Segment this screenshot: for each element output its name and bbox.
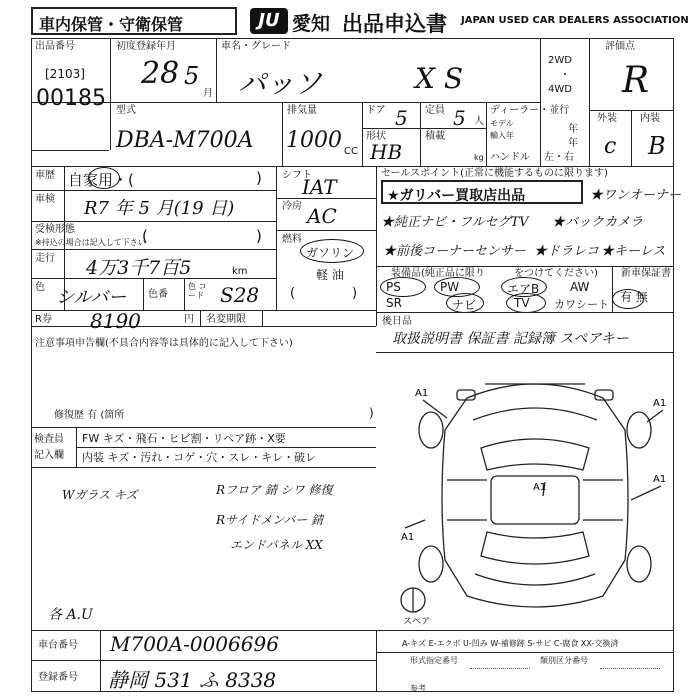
first-registration-label: 初度登録年月 [116,41,176,52]
yen-unit: 円 [184,314,194,325]
org-name: 愛知 [292,13,331,35]
repair-history: 修復歴 有 (箇所 [54,410,125,421]
capacity-label: 定員 [425,105,445,116]
displacement: 1000 [286,128,342,153]
fuel-diesel: 軽 油 [316,268,344,282]
car-grade: X S [415,62,464,95]
equipment-label: 装備品(純正品に限り [391,268,485,279]
recycle-ticket-value: 8190 [90,309,141,333]
inspector-note-5: 各 A.U [48,607,93,623]
capacity: 5 [453,106,466,130]
history-close: ) [256,169,262,187]
dealer-label: ディーラー・並行 [490,105,570,116]
footer-field-3: 参考 [410,684,426,693]
sales-item-4: ★前後コーナーセンサー [383,244,526,259]
load-label: 積載 [425,131,445,142]
fuel-gasoline: ガソリン [306,246,355,260]
car-damage-diagram [395,360,674,630]
damage-mark-4: A1 [653,474,667,485]
damage-mark-5: A1 [533,482,547,493]
registration-number-label: 登録番号 [38,672,78,683]
inspector-note-1: Wガラス キズ [62,488,138,502]
color-number-label: 色番 [148,289,168,300]
car-name: パッソ [238,67,323,100]
equip-check-navi [446,293,484,313]
inspector-note-4: エンドパネル XX [230,538,323,552]
model-label: 型式 [116,105,136,116]
month-unit: 月 [203,88,213,99]
chassis-label: 車台番号 [38,640,78,651]
new-car-warranty-label: 新車保証書 [621,268,671,279]
gulliver-label: ★ガリバー買取店出品 [387,188,526,204]
inspection-form-note: ※持込の場合は記入して下さい [35,238,146,247]
footer-field-1: 形式指定番号 [410,656,458,665]
inspector-row-1: FW キズ・飛石・ヒビ割・リペア跡・X要 [82,432,286,445]
recycle-ticket-label: R券 [35,314,52,325]
shift-label: シフト [282,170,312,181]
kg-unit: kg [474,153,484,162]
handle-options: 左・右 [544,152,574,163]
equip-sr: SR [386,296,402,310]
spare-label: スペア [403,617,431,627]
warranty-check [612,289,644,309]
mileage-value: 4万3千7百5 [86,257,192,279]
model-code: DBA-M700A [116,128,254,153]
doors: 5 [395,106,408,130]
equip-check-tv [506,293,546,313]
equip-aw: AW [570,280,590,294]
color-code-label: 色 コード [188,282,207,300]
import-year-label: 輸入年 [490,131,514,140]
sales-item-3: ★バックカメラ [552,215,644,230]
color-label: 色 [35,282,45,293]
color-code: S28 [220,283,260,307]
sales-item-2: ★純正ナビ・フルセグTV [381,215,529,230]
inspector-row-2: 内装 キズ・汚れ・コゲ・穴・スレ・キレ・破レ [82,451,317,464]
drive-4wd: 4WD [548,84,572,95]
interior-label: 内装 [640,113,660,124]
sheet-title: 出品申込書 [342,12,447,36]
person-unit: 人 [474,116,484,127]
evaluation-score: R [622,60,650,101]
sales-item-1: ★ワンオーナー [590,188,682,203]
aircon-label: 冷房 [282,201,302,212]
name-change-label: 名変期限 [206,314,246,325]
body-shape: HB [370,140,403,164]
body-label: 形状 [366,131,386,142]
modelyear-label: モデル [490,119,514,128]
listing-number-label: 出品番号 [35,41,75,52]
listing-number: 00185 [36,86,106,111]
mileage-unit: km [232,266,248,277]
damage-mark-2: A1 [653,398,667,409]
sales-item-6: ★キーレス [601,244,666,259]
damage-mark-1: A1 [415,388,429,399]
exterior-score: c [604,134,617,159]
inspection-form-label: 受検形態 [35,224,75,235]
damage-legend: A-キズ E-エクボ U-凹み W-補修跡 S-サビ C-腐食 XX-交換済 [402,639,619,648]
damage-mark-3: A1 [401,532,415,543]
registration-year: 28 [141,56,180,91]
equip-pw: PW [440,280,460,294]
drive-separator: ・ [560,70,570,81]
fuel-label: 燃料 [282,234,302,245]
association-name: JAPAN USED CAR DEALERS ASSOCIATION [461,15,689,26]
footer-field-2: 類別区分番号 [540,656,588,665]
registration-month: 5 [184,62,200,90]
storage-box [31,7,237,35]
sales-point-label: セールスポイント(正常に機能するものに限ります) [381,168,608,179]
exterior-label: 外装 [597,113,617,124]
shift-value: IAT [302,175,337,199]
year-unit-2: 年 [568,138,578,149]
equip-check-ps [380,277,426,297]
equip-navi: ナビ [452,298,477,312]
inspector-note-3: Rサイドメンバー 錆 [216,513,324,527]
storage-label: 車内保管・守衛保管 [39,15,184,34]
gulliver-box [381,180,583,204]
handle-label: ハンドル [490,152,530,163]
color-value: シルバー [56,287,127,308]
inspector-note-2: Rフロア 錆 シワ 修復 [216,483,333,497]
auction-sheet: 車内保管・守衛保管 JU 愛知 出品申込書 JAPAN USED CAR DEALERS ASSOCIATION 出品番号 [2103] 00185 初度登録年月 28 5 月 車名・グレード パッソ X S 2WD ・ 4WD 評価点 R 外装 内装 c B 型式 DBA-M700A 排気量 1000 CC ドア 5 定員 5 人 形状 HB 積載 kg ディーラー・並行 モデル 年 輸入年 年 ハンドル 左・右 車歴 自家用・( ) 車検 R7 年 5 月(19 日) 受検形態 ※持込の場合は記入して下さい ( ) 走行 4万3千7百5 km 色 シルバー 色番 色 コード S28 シフト IAT 冷房 AC 燃料 ガソリン 軽 油 ( ) R券 8190 円 名変期限 注意事項申告欄(不具合内容等は具体的に記入して下さい) 修復歴 有 (箇所 ) セールスポイント(正常に機能するものに限ります) ★ガリバー買取店出品 ★ワンオーナー ★純正ナビ・フルセグTV ★バックカメラ ★前後コーナーセンサー ★ドラレコ ★キーレス 装備品(純正品に限り をつけてください) 新車保証書 有 無 PS PW エアB AW SR ナビ TV カワシート 後日品 取扱説明書 保証書 記録簿 スペアキー 検査員 記入欄 FW キズ・飛石・ヒビ割・リペア跡・X要 内装 キズ・汚れ・コゲ・穴・スレ・キレ・破レ Wガラス キズ Rフロア 錆 シワ 修復 Rサイドメンバー 錆 エンドパネル XX 各 A.U A1 A1 A1 A1 A1 スペア 車台番号 M700A-0006696 登録番号 静岡 531 ふ 8338 A-キズ E-エクボ U-凹み W-補修跡 S-サビ C-腐食 XX-交換済 形式指定番号 類別区分番号 参考 [0,0,700,700]
doors-label: ドア [366,105,386,116]
history-label: 車歴 [35,170,55,181]
displacement-label: 排気量 [287,105,317,116]
equip-tv: TV [514,296,530,310]
history-circle [88,167,120,189]
car-name-label: 車名・グレード [221,41,291,52]
inspector-label-2: 記入欄 [34,450,64,461]
equip-seat: カワシート [554,298,609,311]
registration-number: 静岡 531 ふ 8338 [108,668,277,692]
fuel-circle [300,239,364,263]
evaluation-label: 評価点 [605,41,635,52]
inspection-label: 車検 [35,194,55,205]
aircon-value: AC [307,204,337,228]
ju-logo: JU [250,8,288,34]
equip-airbag: エアB [507,282,540,296]
equipment-label-2: をつけてください) [514,268,598,279]
rear-items-value: 取扱説明書 保証書 記録簿 スペアキー [392,331,629,347]
chassis-number: M700A-0006696 [110,632,279,656]
inspection-form-close: ) [256,227,262,245]
drive-2wd: 2WD [548,55,572,66]
notes-label: 注意事項申告欄(不具合内容等は具体的に記入して下さい) [35,338,293,349]
new-car-warranty-options: 有 無 [620,290,648,304]
listing-bracket: [2103] [45,67,85,81]
cc-unit: CC [344,146,358,157]
year-unit-1: 年 [568,124,578,135]
rear-items-label: 後日品 [382,316,412,327]
inspection-date: R7 年 5 月(19 日) [84,198,235,219]
mileage-label: 走行 [35,253,55,264]
inspector-label: 検査員 [34,434,64,445]
equip-ps: PS [386,280,401,294]
interior-score: B [648,132,666,160]
sales-item-5: ★ドラレコ [534,244,600,259]
history-value: 自家用・( [68,171,134,189]
